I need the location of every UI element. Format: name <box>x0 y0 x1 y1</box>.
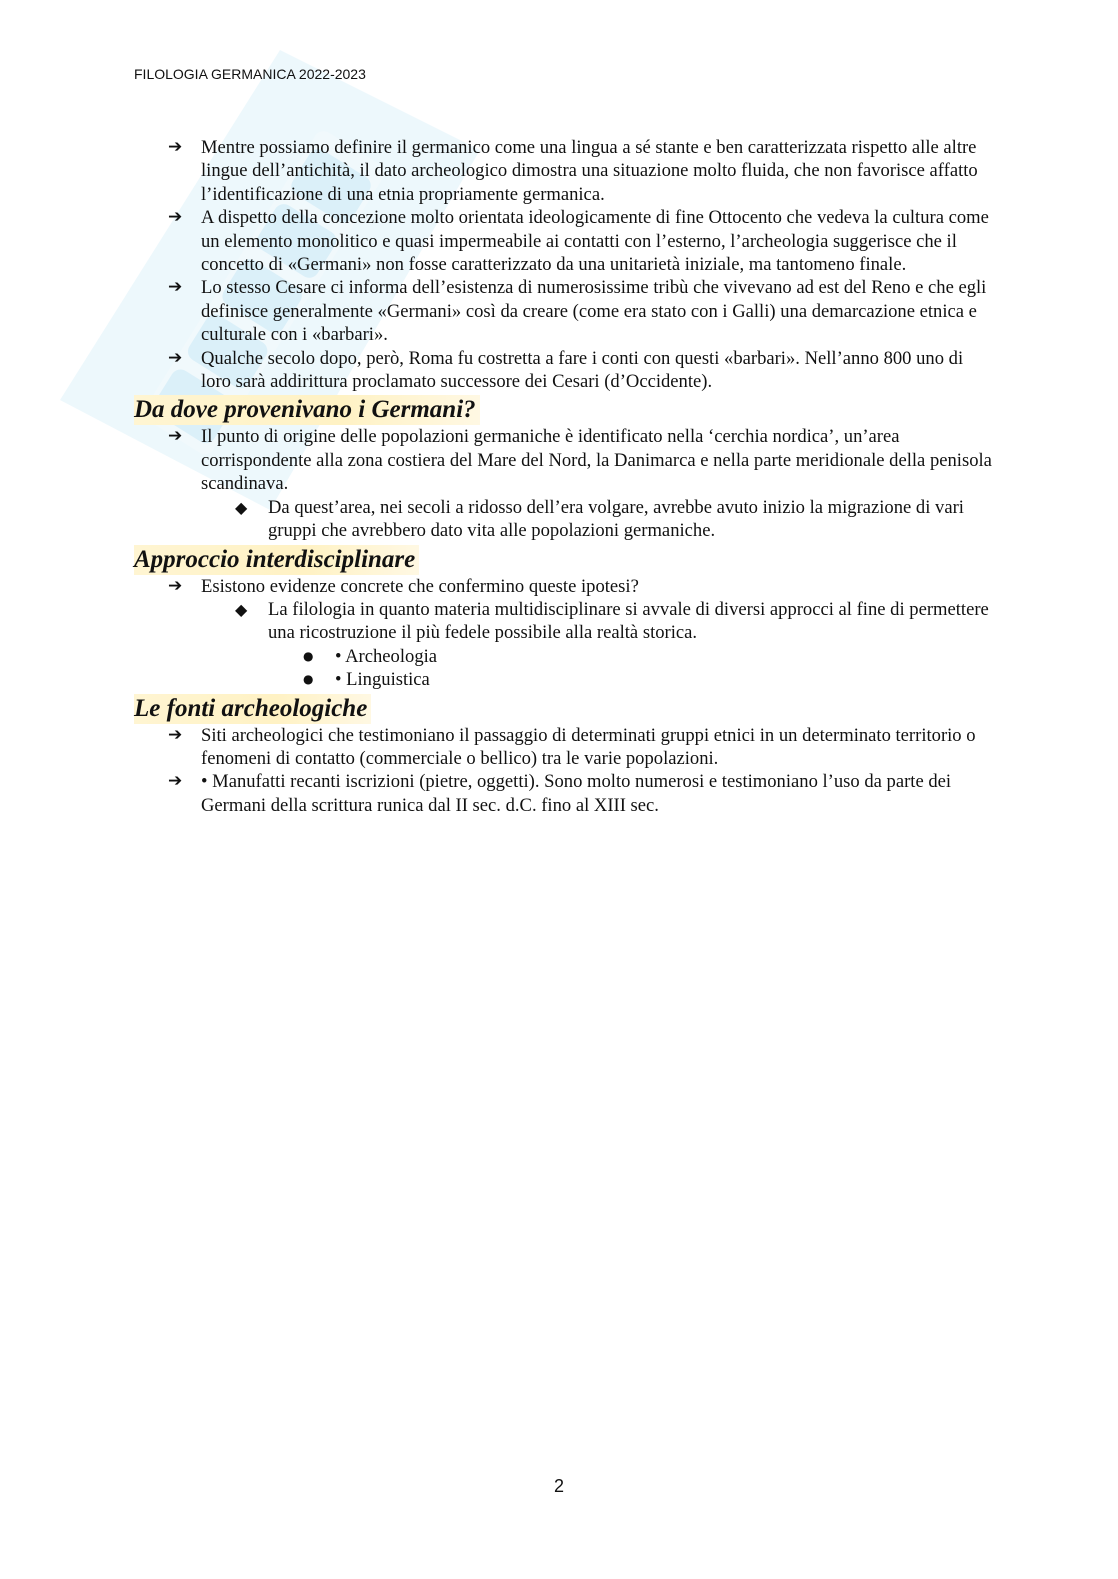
paragraph-text: • Archeologia <box>335 645 438 667</box>
list-item <box>134 425 994 495</box>
paragraph-text: A dispetto della concezione molto orientata ideologicamente di fine Ottocento che vedeva la cultura come un elemento monolitico e quasi impermeabile ai contatti con l’esterno, l’archeologia suggerisce che il concetto di «Germani» non fosse caratterizzato da una unitarietà iniziale, ma tantomeno finale. <box>201 207 989 276</box>
paragraph-text: • Manufatti recanti iscrizioni (pietre, oggetti). Sono molto numerosi e testimoniano l’uso da parte dei Germani della scrittura runica dal II sec. d.C. fino al XIII sec. <box>201 771 952 816</box>
list-item <box>134 575 994 598</box>
arrow-bullet-icon: ➔ <box>168 277 183 298</box>
dot-bullet-icon: ● <box>303 672 314 687</box>
document-body <box>134 136 994 817</box>
paragraph-text: La filologia in quanto materia multidisciplinare si avvale di diversi approcci al fine di permettere una ricostruzione il più fedele possibile alla realtà storica. <box>268 598 989 644</box>
list-item <box>134 770 994 817</box>
arrow-bullet-icon: ➔ <box>168 426 183 447</box>
list-item <box>134 206 994 276</box>
page-header: FILOLOGIA GERMANICA 2022-2023 <box>134 66 366 82</box>
list-item <box>134 598 994 645</box>
paragraph-text: Qualche secolo dopo, però, Roma fu costretta a fare i conti con questi «barbari». Nell’anno 800 uno di loro sarà addirittura proclamato successore dei Cesari (d’Occidente). <box>201 347 964 393</box>
list-item <box>134 668 994 691</box>
paragraph-text: Mentre possiamo definire il germanico come una lingua a sé stante e ben caratterizzata rispetto alle altre lingue dell’antichità, il dato archeologico dimostra una situazione molto fluida, che non favorisce affatto l’identificazione di una etnia propriamente germanica. <box>201 137 978 205</box>
arrow-bullet-icon: ➔ <box>168 575 183 596</box>
paragraph-text: • Linguistica <box>335 669 430 691</box>
list-item <box>134 645 994 668</box>
list-item <box>134 136 994 206</box>
section-heading-approach: Approccio interdisciplinare <box>134 545 419 575</box>
page-number: 2 <box>553 1476 564 1496</box>
paragraph-text: Da quest’area, nei secoli a ridosso dell’era volgare, avrebbe avuto inizio la migrazione di vari gruppi che avrebbero dato vita alle popolazioni germaniche. <box>268 496 964 542</box>
diamond-bullet-icon: ◆ <box>235 599 248 619</box>
list-item <box>134 496 994 543</box>
paragraph-text: Esistono evidenze concrete che confermino queste ipotesi? <box>201 575 639 597</box>
arrow-bullet-icon: ➔ <box>168 771 183 792</box>
paragraph-text: Siti archeologici che testimoniano il passaggio di determinati gruppi etnici in un determinato territorio o fenomeni di contatto (commerciale o bellico) tra le varie popolazioni. <box>201 724 976 769</box>
arrow-bullet-icon: ➔ <box>168 724 183 745</box>
list-item <box>134 276 994 346</box>
section-heading-sources: Le fonti archeologiche <box>134 694 371 724</box>
arrow-bullet-icon: ➔ <box>168 347 183 368</box>
section-heading-origins: Da dove provenivano i Germani? <box>134 395 480 425</box>
arrow-bullet-icon: ➔ <box>168 137 183 157</box>
list-item <box>134 724 994 771</box>
paragraph-text: Lo stesso Cesare ci informa dell’esistenza di numerosissime tribù che vivevano ad est del Reno e che egli definisce generalmente «Germani» così da creare (come era stato con i Galli) una demarcazione etnica e culturale con i «barbari». <box>201 277 987 346</box>
list-item <box>134 347 994 394</box>
diamond-bullet-icon: ◆ <box>235 497 248 517</box>
dot-bullet-icon: ● <box>303 648 314 663</box>
arrow-bullet-icon: ➔ <box>168 207 183 228</box>
paragraph-text: Il punto di origine delle popolazioni germaniche è identificato nella ‘cerchia nordica’, un’area corrispondente alla zona costiera del Mare del Nord, la Danimarca e nella parte meridionale della penisola scandinava. <box>201 426 992 495</box>
